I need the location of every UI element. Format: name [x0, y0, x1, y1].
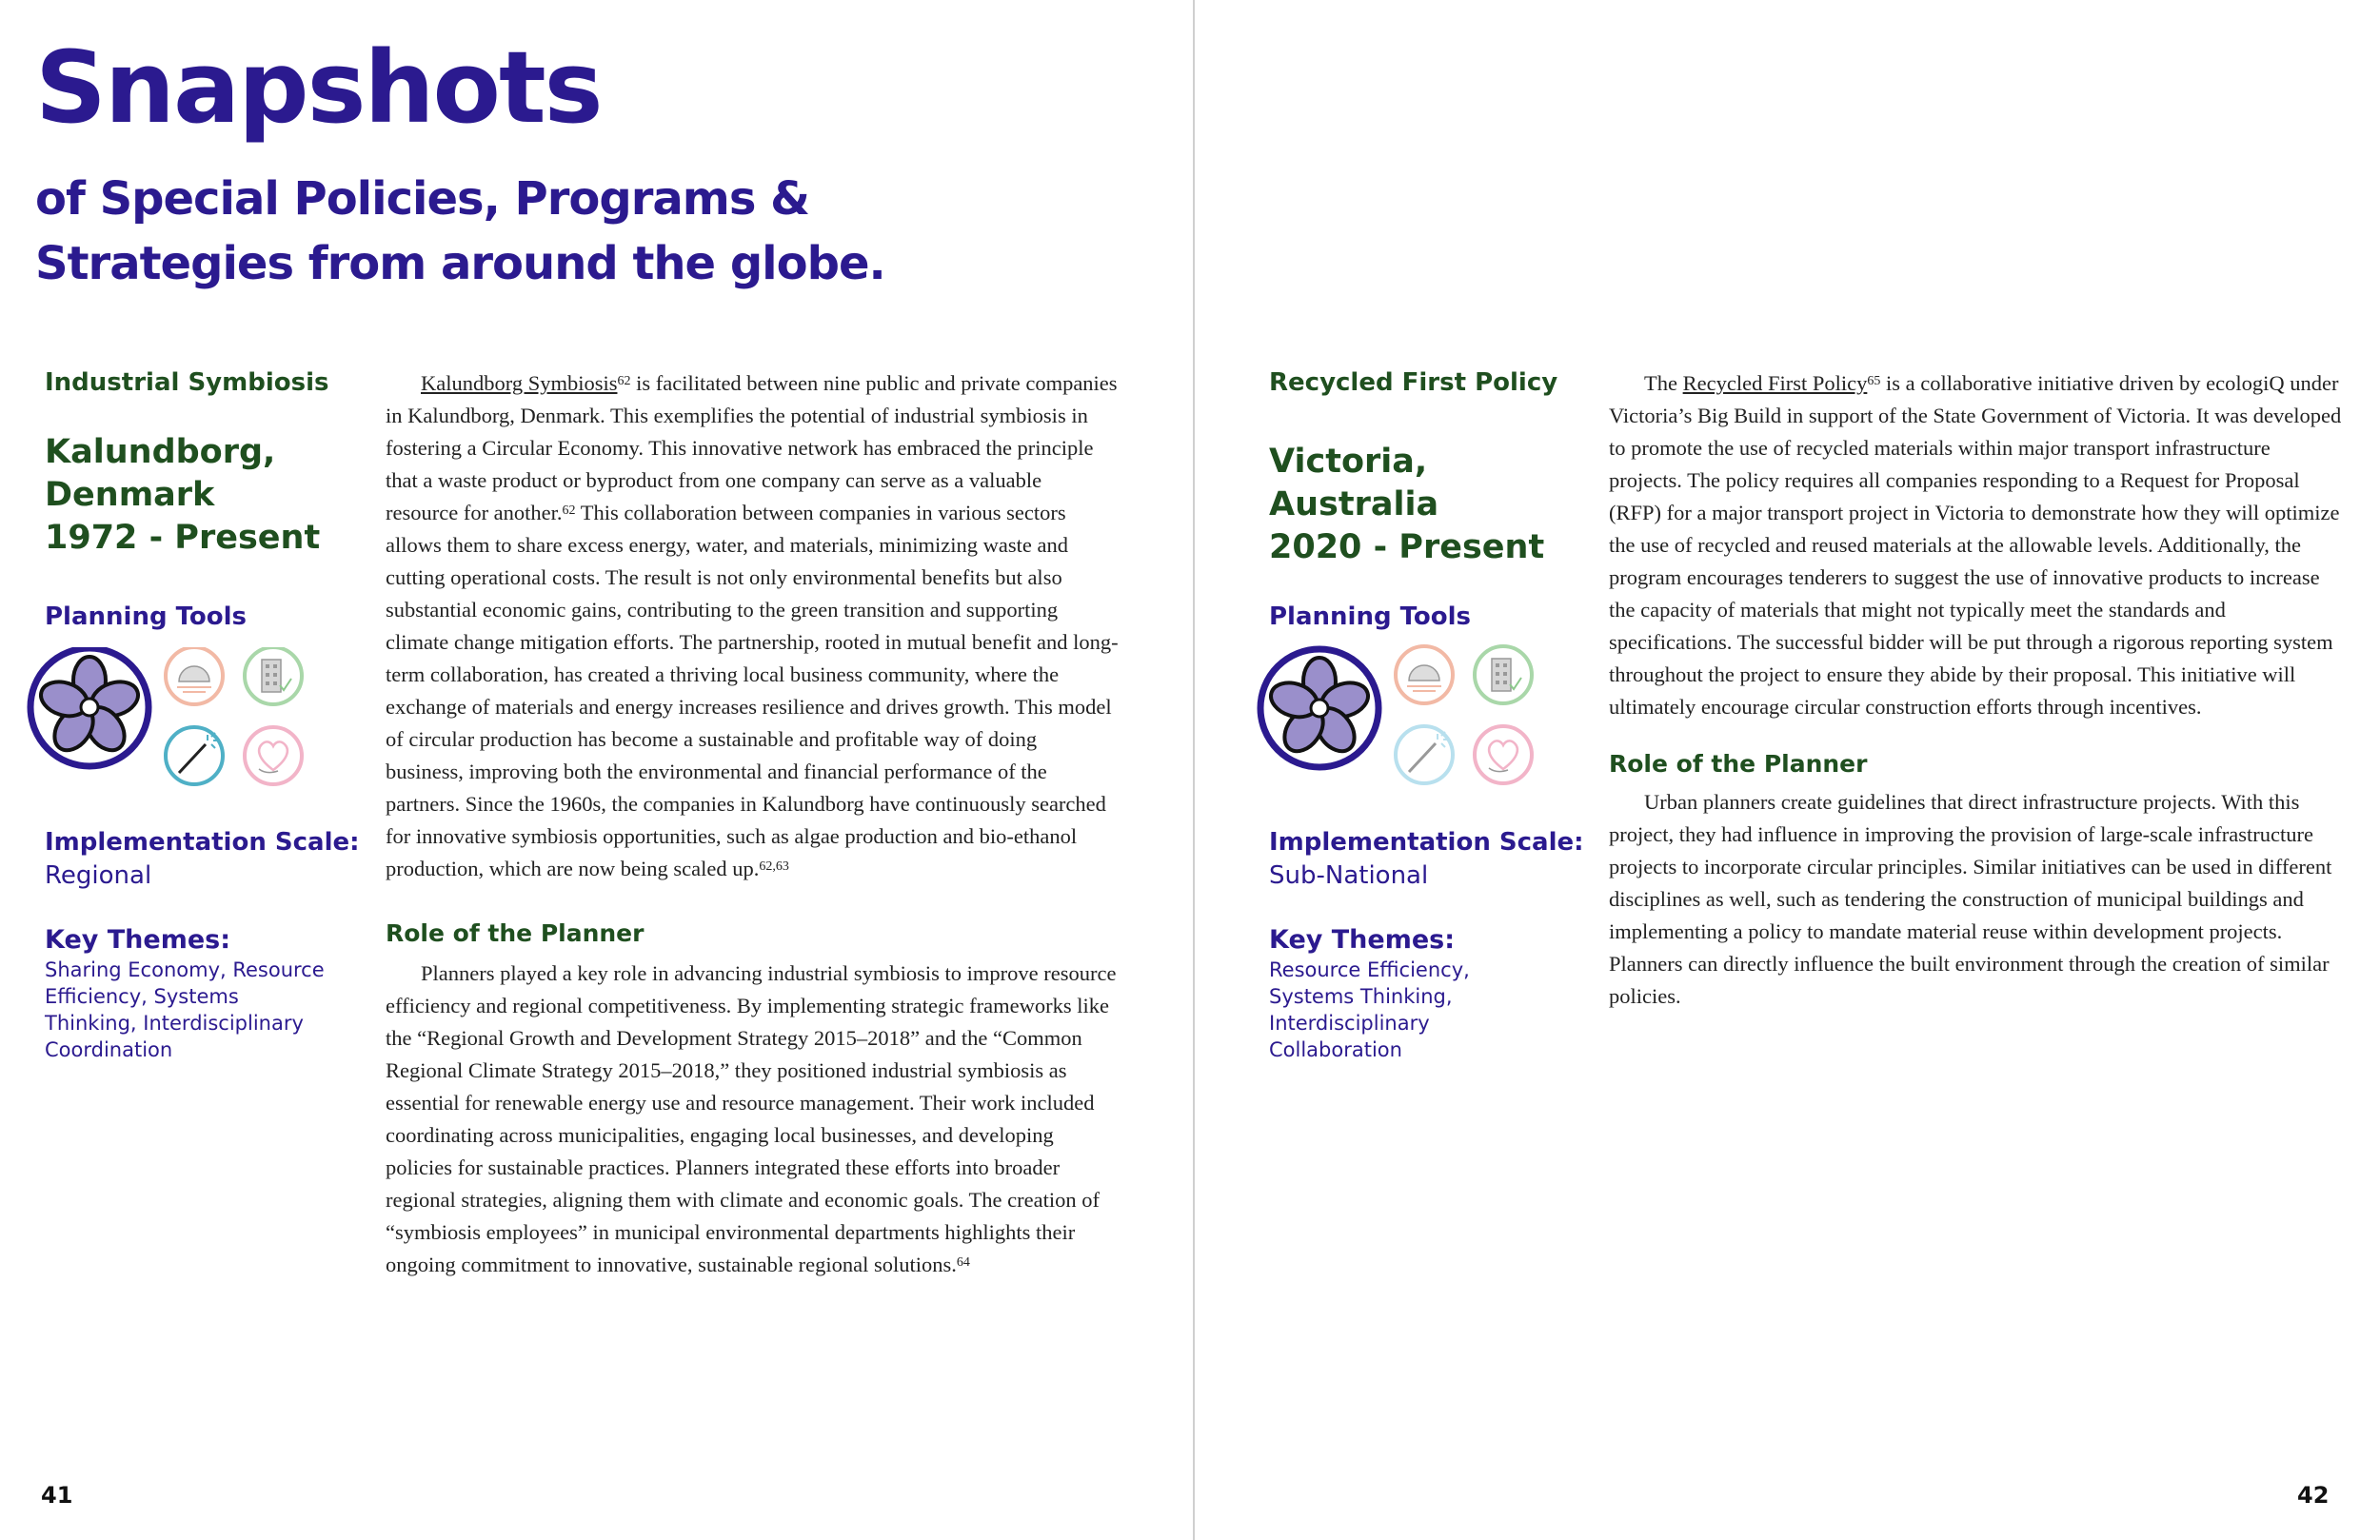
left-planning-tools-label: Planning Tools — [45, 602, 248, 631]
right-paragraph-1 — [1609, 367, 2342, 723]
page-divider — [1193, 0, 1195, 1540]
left-paragraph-1-text-b: This collaboration between companies in various sectors allows them to share excess energy, water, and materials, minimizing waste and cutting operational costs. The result is not only environmental benefits but also substantial economic gains, contributing to the green transition and supporting climate change mitigation efforts. The partnership, rooted in mutual benefit and long-term collaboration, has created a thriving local business community, where the exchange of materials and energy increases resilience and drives growth. This model of circular production has become a sustainable and profitable way of doing business, improving both the environmental and financial performance of the partners. Since the 1960s, the companies in Kalundborg have continuously searched for innovative symbiosis opportunities, such as algae production and bio-ethanol production, which are now being scaled up. — [386, 501, 1119, 880]
flower-icon — [30, 648, 149, 766]
right-location — [1269, 441, 1544, 569]
left-body — [386, 367, 1119, 1281]
right-themes-value: Resource Efficiency, Systems Thinking, Interdisciplinary Collaboration — [1269, 958, 1470, 1061]
right-planning-tools-label: Planning Tools — [1269, 602, 1472, 631]
left-footnote-ref: 64 — [956, 1255, 970, 1270]
left-footnote-ref: 62 — [562, 503, 576, 518]
left-planning-tools-icons — [27, 647, 312, 790]
right-paragraph-1-lead: The — [1644, 371, 1683, 395]
right-paragraph-1-text: is a collaborative initiative driven by ecologiQ under Victoria’s Big Build in support of the State Government of Victoria. It was developed to promote the use of recycled materials within major transport infrastructure projects. The policy requires all companies responding to a Request for Proposal (RFP) for a major transport project in Victoria to demonstrate how they will optimize the use of recycled and reused materials at the allowable levels. Additionally, the program encourages tenderers to suggest the use of innovative products to increase the capacity of materials that might not typically meet the standards and specifications. The successful bidder will be put through a rigorous reporting system throughout the project to ensure they abide by their proposal. This initiative will ultimately encourage circular construction efforts through incentives. — [1609, 371, 2342, 719]
left-category: Industrial Symbiosis — [45, 368, 329, 397]
left-paragraph-2 — [386, 958, 1119, 1281]
right-scale-value: Sub-National — [1269, 861, 1429, 890]
right-years: 2020 - Present — [1269, 528, 1545, 566]
right-category: Recycled First Policy — [1269, 368, 1558, 397]
left-source-link[interactable]: Kalundborg Symbiosis — [421, 371, 618, 395]
left-years: 1972 - Present — [45, 519, 321, 557]
sun-icon — [166, 647, 223, 704]
heart-icon — [1475, 726, 1532, 783]
left-footnote-ref: 62 — [617, 374, 631, 388]
left-paragraph-2-text: Planners played a key role in advancing industrial symbiosis to improve resource efficiency and regional competitiveness. By implementing strategic frameworks like the “Regional Growth and Development Strategy 2015–2018” and the “Common Regional Climate Strategy 2015–2018,” they positioned industrial symbiosis as essential for renewable energy use and resource management. Their work included coordinating across municipalities, engaging local businesses, and developing policies for sustainable practices. Planners integrated these efforts into broader regional strategies, aligning them with climate and economic goals. The creation of “symbiosis employees” in municipal environmental departments highlights their ongoing commitment to innovative, sustainable regional solutions. — [386, 961, 1117, 1276]
left-scale-value: Regional — [45, 861, 152, 890]
left-role-heading: Role of the Planner — [386, 919, 645, 947]
left-page-number: 41 — [41, 1482, 73, 1509]
left-paragraph-1-text-a: is facilitated between nine public and private companies in Kalundborg, Denmark. This exemplifies the potential of industrial symbiosis in fostering a Circular Economy. This innovative network has embraced the principle that a waste product or byproduct from one company can serve as a valuable resource for another. — [386, 371, 1118, 524]
right-themes-label: Key Themes: — [1269, 925, 1456, 955]
right-paragraph-2: Urban planners create guidelines that direct infrastructure projects. With this project, they had influence in improving the provision of large-scale infrastructure projects to incorporate circular principles. Similar initiatives can be used in different disciplines as well, such as tendering the construction of municipal buildings and implementing a policy to mandate material reuse within development projects. Planners can directly influence the built environment through the creation of similar policies. — [1609, 790, 2332, 1008]
right-footnote-ref: 65 — [1867, 374, 1881, 388]
left-footnote-ref: 62,63 — [759, 859, 789, 874]
building-icon — [1475, 646, 1532, 703]
heart-icon — [245, 727, 302, 784]
flower-icon — [1260, 649, 1378, 767]
left-themes-label: Key Themes: — [45, 925, 231, 955]
left-location — [45, 431, 320, 560]
left-place-line2: Denmark — [45, 476, 215, 514]
sun-icon — [1396, 646, 1453, 703]
building-icon — [245, 647, 302, 704]
right-scale-label: Implementation Scale: — [1269, 828, 1584, 857]
right-place-line1: Victoria, — [1269, 443, 1428, 481]
right-place-line2: Australia — [1269, 485, 1439, 523]
right-role-heading: Role of the Planner — [1609, 750, 1868, 778]
wand-icon — [1396, 726, 1453, 783]
left-themes-value: Sharing Economy, Resource Efficiency, Systems Thinking, Interdisciplinary Coordination — [45, 958, 325, 1061]
right-page-number: 42 — [2297, 1482, 2330, 1509]
page-title: Snapshots — [35, 30, 602, 146]
left-place-line1: Kalundborg, — [45, 433, 276, 471]
page-subtitle: of Special Policies, Programs & Strategies from around the globe. — [35, 172, 885, 290]
right-body — [1609, 367, 2342, 1013]
wand-icon — [166, 727, 223, 784]
left-paragraph-1 — [386, 367, 1119, 885]
right-source-link[interactable]: Recycled First Policy — [1682, 371, 1868, 395]
left-scale-label: Implementation Scale: — [45, 828, 360, 857]
right-planning-tools-icons — [1257, 643, 1542, 786]
